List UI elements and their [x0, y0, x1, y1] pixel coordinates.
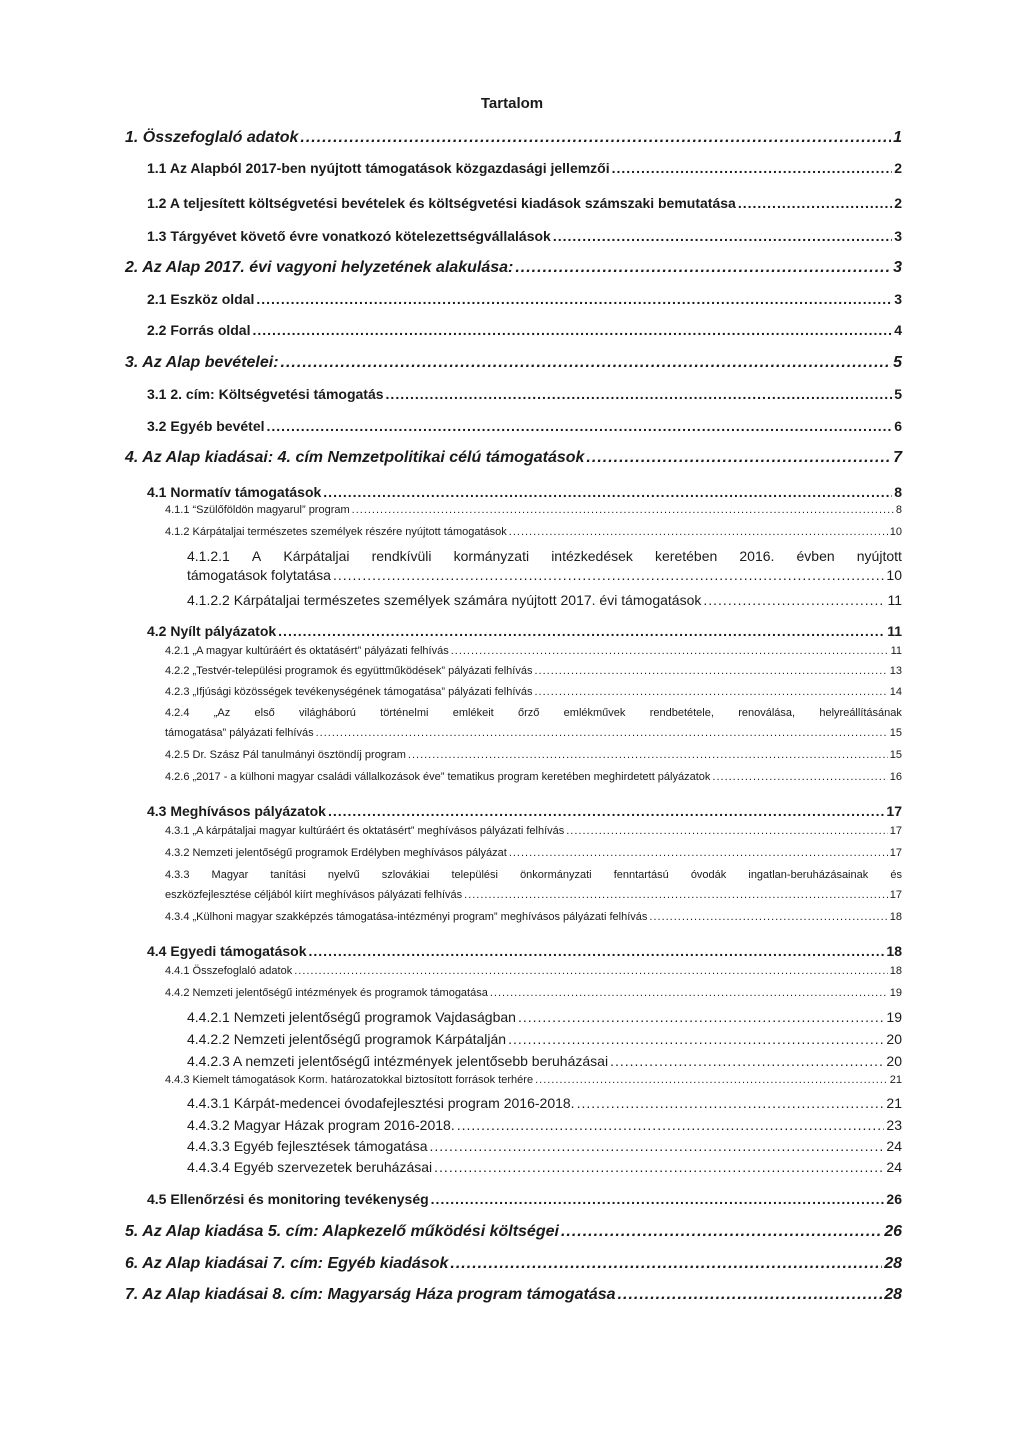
toc-entry-word: rendkívüli	[371, 548, 432, 564]
toc-entry-3[interactable]: 3. Az Alap bevételei: ..... 5	[125, 355, 902, 371]
toc-entry-4-1-2[interactable]: 4.1.2 Kárpátaljai természetes személyek részére nyújtott támogatások ..... 10	[165, 527, 902, 538]
toc-entry-word: helyreállításának	[819, 707, 902, 719]
dot-leader	[490, 988, 888, 999]
toc-entry-word: világháború	[299, 707, 356, 719]
toc-entry-word: „Az	[213, 707, 231, 719]
toc-entry-word: önkormányzati	[520, 869, 592, 881]
toc-entry-1[interactable]: 1. Összefoglaló adatok ..... 1	[125, 130, 902, 146]
toc-entry-2[interactable]: 2. Az Alap 2017. évi vagyoni helyzetének alakulása: ..... 3	[125, 260, 902, 276]
dot-leader	[352, 505, 894, 516]
toc-entry-4-4-2-3[interactable]: 4.4.2.3 A nemzeti jelentőségű intézmények jelentősebb beruházásai ..... 20	[187, 1054, 902, 1068]
dot-leader	[429, 1139, 884, 1153]
toc-entry-2-1[interactable]: 2.1 Eszköz oldal ..... 3	[147, 292, 902, 306]
toc-entry-4-2-2[interactable]: 4.2.2 „Testvér-települési programok és együttműködések” pályázati felhívás ..... 13	[165, 666, 902, 677]
toc-entry-4-4-3[interactable]: 4.4.3 Kiemelt támogatások Korm. határozatokkal biztosított források terhére ..... 21	[165, 1075, 902, 1086]
toc-entry-word: évben	[796, 548, 835, 564]
toc-entry-4-3[interactable]: 4.3 Meghívásos pályázatok ..... 17	[147, 804, 902, 818]
dot-leader	[535, 687, 888, 698]
toc-entry-2-2[interactable]: 2.2 Forrás oldal ..... 4	[147, 323, 902, 337]
toc-entry-4[interactable]: 4. Az Alap kiadásai: 4. cím Nemzetpolitikai célú támogatások ..... 7	[125, 450, 902, 466]
toc-entry-4-2-6[interactable]: 4.2.6 „2017 - a külhoni magyar családi vállalkozások éve” tematikus program keretében meghirdetett pályázatok ..... 16	[165, 772, 902, 783]
toc-entry-4-4-3-2[interactable]: 4.4.3.2 Magyar Házak program 2016-2018. ..... 23	[187, 1118, 902, 1132]
dot-leader	[566, 826, 888, 837]
dot-leader	[518, 1010, 884, 1024]
dot-leader	[252, 323, 892, 337]
toc-entry-word: és	[890, 869, 902, 881]
dot-leader	[457, 1118, 885, 1132]
toc-entry-word: szlovákiai	[381, 869, 430, 881]
toc-entry-4-3-1[interactable]: 4.3.1 „A kárpátaljai magyar kultúráért és oktatásért” meghívásos pályázati felhívás ..... 17	[165, 826, 902, 837]
toc-entry-line: támogatások folytatása ..... 10	[187, 568, 902, 582]
toc-entry-line	[165, 870, 902, 881]
toc-entry-3-2[interactable]: 3.2 Egyéb bevétel ..... 6	[147, 419, 902, 433]
toc-entry-line: eszközfejlesztése céljából kiírt meghívásos pályázati felhívás ..... 17	[165, 890, 902, 901]
dot-leader	[450, 1256, 882, 1272]
dot-leader	[515, 260, 891, 276]
toc-entry-word: nyújtott	[856, 548, 902, 564]
toc-entry-4-2[interactable]: 4.2 Nyílt pályázatok ..... 11	[147, 624, 902, 638]
toc-entry-word: Magyar	[211, 869, 249, 881]
toc-entry-4-4-2-1[interactable]: 4.4.2.1 Nemzeti jelentőségű programok Vajdaságban ..... 19	[187, 1010, 902, 1024]
toc-entry-4-4-3-4[interactable]: 4.4.3.4 Egyéb szervezetek beruházásai ..... 24	[187, 1160, 902, 1174]
toc-entry-1-1[interactable]: 1.1 Az Alapból 2017-ben nyújtott támogatások közgazdasági jellemzői ..... 2	[147, 161, 902, 175]
toc-entry-word: 4.1.2.1	[187, 548, 230, 564]
toc-entry-4-4-1[interactable]: 4.4.1 Összefoglaló adatok ..... 18	[165, 966, 902, 977]
toc-entry-5[interactable]: 5. Az Alap kiadása 5. cím: Alapkezelő működési költségei ..... 26	[125, 1224, 902, 1240]
dot-leader	[316, 728, 888, 739]
toc-entry-word: keretében	[655, 548, 718, 564]
toc-entry-4-2-4[interactable]	[165, 708, 902, 739]
toc-entry-word: Kárpátaljai	[283, 548, 350, 564]
dot-leader	[281, 355, 892, 371]
toc-entry-line: támogatása” pályázati felhívás ..... 15	[165, 728, 902, 739]
toc-entry-word: 2016.	[739, 548, 775, 564]
toc-entry-word: kormányzati	[453, 548, 530, 564]
toc-entry-line	[165, 708, 902, 719]
dot-leader	[509, 848, 888, 859]
toc-entry-6[interactable]: 6. Az Alap kiadásai 7. cím: Egyéb kiadások ..... 28	[125, 1256, 902, 1272]
toc-entry-4-1-2-2[interactable]: 4.1.2.2 Kárpátaljai természetes személyek számára nyújtott 2017. évi támogatások ..... 11	[187, 593, 902, 607]
dot-leader	[328, 804, 884, 818]
toc-entry-word: ingatlan-beruházásainak	[748, 869, 869, 881]
dot-leader	[451, 646, 889, 657]
toc-entry-4-1-1[interactable]: 4.1.1 “Szülőföldön magyarul” program ..... 8	[165, 505, 902, 516]
toc-entry-word: történelmi	[380, 707, 429, 719]
toc-entry-4-2-1[interactable]: 4.2.1 „A magyar kultúráért és oktatásért” pályázati felhívás ..... 11	[165, 646, 902, 657]
dot-leader	[267, 419, 893, 433]
dot-leader	[738, 196, 892, 210]
toc-entry-4-3-3[interactable]	[165, 870, 902, 901]
toc-entry-4-5[interactable]: 4.5 Ellenőrzési és monitoring tevékenység ..... 26	[147, 1192, 902, 1206]
toc-entry-4-2-5[interactable]: 4.2.5 Dr. Szász Pál tanulmányi ösztöndíj program ..... 15	[165, 750, 902, 761]
dot-leader	[577, 1096, 885, 1110]
dot-leader	[535, 1075, 888, 1086]
toc-entry-word: nyelvű	[327, 869, 360, 881]
toc-title: Tartalom	[480, 95, 544, 112]
dot-leader	[618, 1287, 883, 1303]
toc-entry-4-1[interactable]: 4.1 Normatív támogatások ..... 8	[147, 485, 902, 499]
toc-entry-1-2[interactable]: 1.2 A teljesített költségvetési bevételek és költségvetési kiadások számszaki bemutatása ..... 2	[147, 196, 902, 210]
dot-leader	[561, 1224, 882, 1240]
dot-leader	[586, 450, 891, 466]
toc-entry-4-4[interactable]: 4.4 Egyedi támogatások ..... 18	[147, 944, 902, 958]
toc-entry-1-3[interactable]: 1.3 Tárgyévet követő évre vonatkozó kötelezettségvállalások ..... 3	[147, 229, 902, 243]
dot-leader	[256, 292, 892, 306]
toc-entry-word: 4.3.3	[165, 869, 190, 881]
dot-leader	[553, 229, 892, 243]
dot-leader	[610, 1054, 884, 1068]
dot-leader	[408, 750, 888, 761]
toc-entry-4-2-3[interactable]: 4.2.3 „Ifjúsági közösségek tevékenységének támogatása” pályázati felhívás ..... 14	[165, 687, 902, 698]
toc-entry-4-3-2[interactable]: 4.3.2 Nemzeti jelentőségű programok Erdélyben meghívásos pályázat ..... 17	[165, 848, 902, 859]
toc-entry-4-1-2-1[interactable]	[187, 549, 902, 582]
toc-entry-word: A	[251, 548, 262, 564]
toc-entry-word: tanítási	[270, 869, 306, 881]
toc-entry-word: fenntartású	[613, 869, 669, 881]
dot-leader	[309, 944, 885, 958]
dot-leader	[508, 1032, 884, 1046]
toc-entry-7[interactable]: 7. Az Alap kiadásai 8. cím: Magyarság Háza program támogatása ..... 28	[125, 1287, 902, 1303]
dot-leader	[434, 1160, 884, 1174]
toc-entry-word: emlékeit	[452, 707, 494, 719]
toc-entry-4-4-3-1[interactable]: 4.4.3.1 Kárpát-medencei óvodafejlesztési program 2016-2018. ..... 21	[187, 1096, 902, 1110]
dot-leader	[278, 624, 885, 638]
toc-entry-word: települési	[451, 869, 498, 881]
dot-leader	[333, 568, 884, 582]
dot-leader	[612, 161, 893, 175]
toc-entry-word: 4.2.4	[165, 707, 190, 719]
toc-entry-word: rendbetétele,	[649, 707, 714, 719]
toc-entry-word: első	[254, 707, 275, 719]
toc-entry-word: óvodák	[690, 869, 727, 881]
toc-entry-4-4-2-2[interactable]: 4.4.2.2 Nemzeti jelentőségű programok Kárpátalján ..... 20	[187, 1032, 902, 1046]
dot-leader	[386, 387, 893, 401]
toc-entry-4-4-3-3[interactable]: 4.4.3.3 Egyéb fejlesztések támogatása ..... 24	[187, 1139, 902, 1153]
dot-leader	[300, 130, 891, 146]
toc-entry-word: renoválása,	[738, 707, 796, 719]
toc-entry-4-4-2[interactable]: 4.4.2 Nemzeti jelentőségű intézmények és programok támogatása ..... 19	[165, 988, 902, 999]
toc-entry-word: intézkedések	[551, 548, 633, 564]
dot-leader	[294, 966, 888, 977]
dot-leader	[509, 527, 888, 538]
toc-entry-3-1[interactable]: 3.1 2. cím: Költségvetési támogatás ..... 5	[147, 387, 902, 401]
toc-entry-line	[187, 549, 902, 563]
toc-entry-4-3-4[interactable]: 4.3.4 „Külhoni magyar szakképzés támogatása-intézményi program” meghívásos pályázati felhívás ..... 18	[165, 912, 902, 923]
dot-leader	[649, 912, 887, 923]
dot-leader	[712, 772, 887, 783]
toc-entry-word: őrző	[517, 707, 540, 719]
dot-leader	[534, 666, 887, 677]
dot-leader	[703, 593, 885, 607]
dot-leader	[464, 890, 888, 901]
dot-leader	[323, 485, 892, 499]
toc-entry-word: emlékművek	[563, 707, 626, 719]
dot-leader	[431, 1192, 885, 1206]
